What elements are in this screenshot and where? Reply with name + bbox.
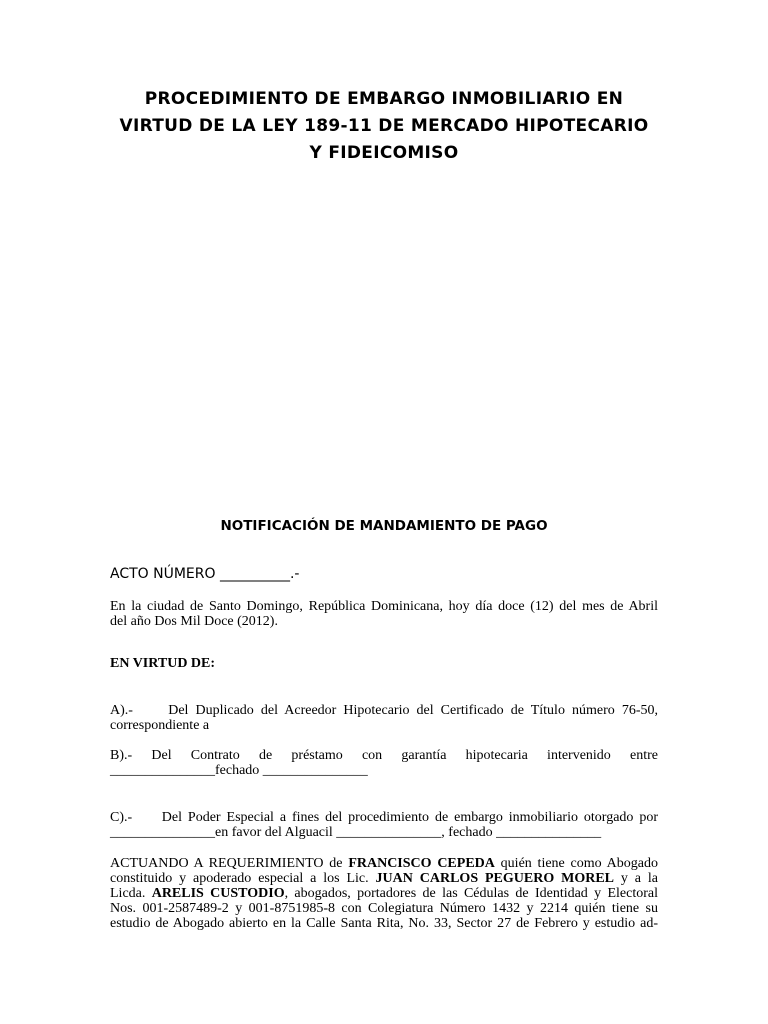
document-title: [100, 86, 668, 167]
actuando-text: y a la: [614, 871, 658, 886]
item-c: [110, 810, 658, 840]
acto-number: ACTO NÚMERO __________.-: [110, 566, 300, 582]
item-a-line-2: correspondiente a: [110, 718, 210, 733]
title-line-2: VIRTUD DE LA LEY 189-11 DE MERCADO HIPOTECARIO: [119, 116, 649, 136]
actuando-line-3: [110, 886, 658, 901]
item-b-line-1: B).- Del Contrato de préstamo con garantía hipotecaria intervenido entre: [110, 748, 658, 763]
intro-paragraph: [110, 599, 658, 629]
actuando-line-4: Nos. 001-2587489-2 y 001-8751985-8 con Colegiatura Número 1432 y 2214 quién tiene su: [110, 901, 658, 916]
actuando-text: constituido y apoderado especial a los Lic.: [110, 871, 376, 886]
actuando-line-5: estudio de Abogado abierto en la Calle Santa Rita, No. 33, Sector 27 de Febrero y estudio ad-: [110, 916, 658, 931]
actuando-line-2: [110, 871, 658, 886]
lawyer-name: ARELIS CUSTODIO: [151, 886, 285, 901]
item-a-line-1: A).- Del Duplicado del Acreedor Hipotecario del Certificado de Título número 76-50,: [110, 703, 658, 718]
actuando-text: Licda.: [110, 886, 152, 901]
section-title: NOTIFICACIÓN DE MANDAMIENTO DE PAGO: [220, 518, 548, 534]
actuando-text: , abogados, portadores de las Cédulas de Identidad y Electoral: [284, 886, 658, 901]
intro-line-1: En la ciudad de Santo Domingo, República Dominicana, hoy día doce (12) del mes de Abril: [110, 599, 658, 614]
en-virtud-heading: EN VIRTUD DE:: [110, 656, 216, 671]
title-line-3: Y FIDEICOMISO: [309, 143, 459, 163]
actuando-line-1: [110, 856, 658, 871]
title-line-1: PROCEDIMIENTO DE EMBARGO INMOBILIARIO EN: [144, 89, 624, 109]
actuando-paragraph: [110, 856, 658, 931]
actuando-text: quién tiene como Abogado: [494, 856, 658, 871]
lawyer-name: JUAN CARLOS PEGUERO MOREL: [375, 871, 615, 886]
actuando-text: ACTUANDO A REQUERIMIENTO de: [110, 856, 349, 871]
item-a: [110, 703, 658, 733]
item-c-line-2: _______________en favor del Alguacil _______________, fechado _______________: [110, 825, 602, 840]
requester-name: FRANCISCO CEPEDA: [348, 856, 495, 871]
item-b-line-2: _______________fechado _______________: [110, 763, 368, 778]
item-b: [110, 748, 658, 778]
item-c-line-1: C).- Del Poder Especial a fines del procedimiento de embargo inmobiliario otorgado por: [110, 810, 658, 825]
intro-line-2: del año Dos Mil Doce (2012).: [110, 614, 278, 629]
